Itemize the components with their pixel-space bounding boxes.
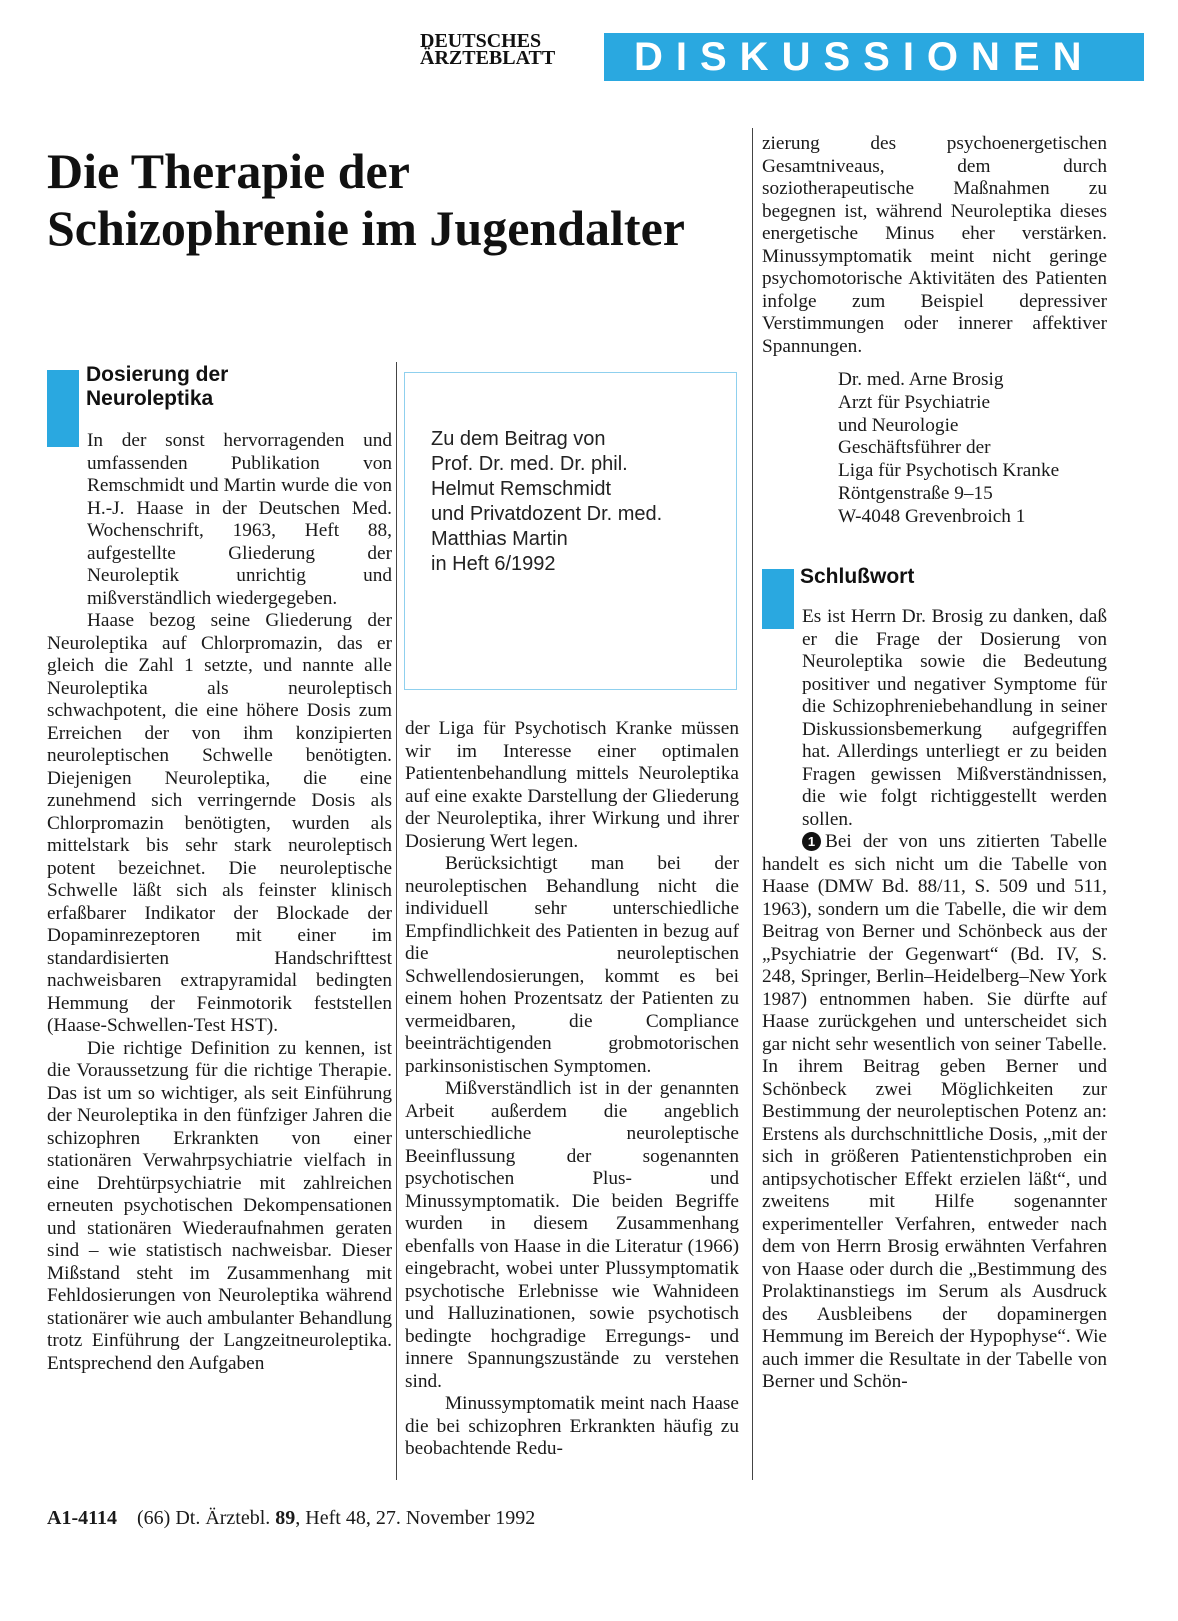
- column-1: [47, 430, 392, 1375]
- reference-box: [404, 372, 737, 690]
- section-banner: DISKUSSIONEN: [604, 33, 1144, 81]
- paragraph: Die richtige Definition zu kennen, ist die Voraussetzung für die richtige Therapie. Das ist um so wichtiger, als seit Einführung der Neuroleptika in den fünfziger Jahren die schizophren Erkrankten von einer stationären Verwahrpsychiatrie vielfach in eine Drehtürpsychiatrie mit zahlreichen erneuten psychotischen Dekompensationen und stationären Wiederaufnahmen geraten sind – wie statistisch nachweisbar. Dieser Mißstand steht im Zusammenhang mit Fehldosierungen von Neuroleptika während stationärer wie auch ambulanter Behandlung trotz Einführung der Langzeitneuroleptika. Entsprechend den Aufgaben: [47, 1037, 392, 1374]
- letter-heading: Dosierung der Neuroleptika: [86, 363, 229, 410]
- column-rule: [396, 362, 397, 1480]
- signature-block: [838, 369, 1059, 529]
- paragraph: In der sonst hervorragenden und umfassenden Publikation von Remschmidt und Martin wurde die von H.-J. Haase in der Deutschen Med. Wochenschrift, 1963, Heft 88, aufgestellte Gliederung der Neuroleptik unrichtig und mißverständlich wiedergegeben.: [87, 430, 392, 609]
- paragraph: Minussymptomatik meint nach Haase die bei schizophren Erkrankten häufig zu beobachtende Redu-: [405, 1393, 739, 1459]
- signature-line: Geschäftsführer der: [838, 437, 991, 459]
- column-3: [762, 133, 1107, 358]
- masthead-line2: ÄRZTEBLATT: [420, 47, 556, 69]
- column-rule: [752, 128, 753, 1480]
- number-bullet-icon: 1: [802, 832, 821, 851]
- column-2: [405, 718, 739, 1461]
- paragraph: Haase bezog seine Gliederung der Neuroleptika auf Chlorpromazin, das er gleich die Zahl 1 setzte, und nannte alle Neuroleptika als neuroleptisch schwachpotent, die eine höhere Dosis zum Erreichen der von ihm konzipierten neuroleptischen Schwelle benötigten. Diejenigen Neuroleptika, die eine zunehmend sich verringernde Dosis als Chlorpromazin benötigten, wurden als mittelstark bis sehr stark neuroleptisch potent bezeichnet. Die neuroleptische Schwelle läßt sich als feinster klinisch erfaßbarer Indikator der Blockade der Dopaminrezeptoren mit einer im standardisierten Handschrifttest nachweisbaren extrapyramidal bedingten Hemmung der Feinmotorik feststellen (Haase-Schwellen-Test HST).: [47, 610, 392, 1036]
- masthead-line1: DEUTSCHES: [420, 30, 542, 52]
- page-number: (66) Dt. Ärztebl.: [137, 1507, 271, 1529]
- masthead: [420, 30, 556, 69]
- reference-line: in Heft 6/1992: [431, 553, 556, 575]
- volume: 89: [275, 1507, 296, 1529]
- paragraph: Mißverständlich ist in der genannten Arbeit außerdem die angeblich unterschiedliche neuroleptische Beeinflussung der sogenannten psychotischen Plus- und Minussymptomatik. Die beiden Begriffe wurden in diesem Zusammenhang ebenfalls von Haase in die Literatur (1966) eingebracht, wobei unter Plussymptomatik psychotische Erlebnisse wie Wahnideen und Halluzinationen, sowie psychotisch bedingte hochgradige Erregungs- und innere Spannungszustände zu verstehen sind.: [405, 1078, 739, 1392]
- paragraph: Es ist Herrn Dr. Brosig zu danken, daß er die Frage der Dosierung von Neuroleptika sowie die Bedeutung positiver und negativer Symptome für die Schizophreniebehandlung in seiner Diskussionsbemerkung aufgegriffen hat. Allerdings unterliegt er zu beiden Fragen gewissen Mißverständnissen, die wie folgt richtiggestellt werden sollen.: [802, 606, 1107, 830]
- signature-line: Liga für Psychotisch Kranke: [838, 460, 1060, 482]
- reply-heading: Schlußwort: [800, 565, 915, 588]
- signature-line: Röntgenstraße 9–15: [838, 482, 993, 504]
- paragraph: der Liga für Psychotisch Kranke müssen wir im Interesse einer optimalen Patientenbehandlung mittels Neuroleptika auf eine exakte Darstellung der Gliederung der Neuroleptika, ihrer Wirkung und ihrer Dosierung Wert legen.: [405, 718, 739, 852]
- reference-line: Helmut Remschmidt: [431, 478, 612, 500]
- signature-line: Dr. med. Arne Brosig: [838, 369, 1004, 390]
- signature-line: Arzt für Psychiatrie: [838, 391, 991, 413]
- paragraph-text: Bei der von uns zitierten Tabelle handelt es sich nicht um die Tabelle von Haase (DMW Bd. 88/11, S. 509 und 511, 1963), sondern um die Tabelle, die wir dem Beitrag von Berner und Schönbeck aus der „Psychiatrie der Gegenwart“ (Bd. IV, S. 248, Springer, Berlin–Heidelberg–New York 1987) entnommen haben. Sie dürfte auf Haase zurückgehen und unterscheidet sich gar nicht sehr wesentlich von seiner Tabelle. In ihrem Beitrag geben Berner und Schönbeck zwei Möglichkeiten zur Bestimmung der neuroleptischen Potenz an: Erstens als durchschnittliche Dosis, „mit der sich in größeren Patientenstichproben ein antipsychotischer Effekt erzielen läßt“, und zweitens mit Hilfe sogenannter experimenteller Verfahren, entweder nach dem von Herrn Brosig erwähnten Verfahren von Haase oder durch die „Bestimmung des Prolaktinanstiegs im Serum als Ausdruck des Ausbleibens der dopaminergen Hemmung im Bereich der Hypophyse“. Wie auch immer die Resultate in der Tabelle von Berner und Schön-: [762, 831, 1107, 1392]
- reference-text: [431, 427, 731, 577]
- page-footer: [47, 1506, 535, 1530]
- signature-line: W-4048 Grevenbroich 1: [838, 505, 1026, 527]
- reference-line: Prof. Dr. med. Dr. phil.: [431, 453, 628, 475]
- paragraph: Berücksichtigt man bei der neuroleptischen Behandlung nicht die individuell sehr unterschiedliche Empfindlichkeit des Patienten in bezug auf die neuroleptischen Schwellendosierungen, kommt es bei einem hohen Prozentsatz der Patienten zu vermeidbaren, die Compliance beeinträchtigenden grobmotorischen parkinsonistischen Symptomen.: [405, 853, 739, 1077]
- article-title: Die Therapie der Schizophrenie im Jugendalter: [47, 143, 685, 256]
- issue-date: , Heft 48, 27. November 1992: [295, 1507, 536, 1529]
- page-code: A1-4114: [47, 1507, 117, 1529]
- reference-line: Matthias Martin: [431, 528, 568, 550]
- paragraph: zierung des psychoenergetischen Gesamtniveaus, dem durch soziotherapeutische Maßnahmen zu begegnen ist, während Neuroleptika dieses energetische Minus eher verstärken. Minussymptomatik meint nicht geringe psychomotorische Aktivitäten des Patienten infolge zum Beispiel depressiver Verstimmungen oder innerer affektiver Spannungen.: [762, 133, 1107, 357]
- reference-line: und Privatdozent Dr. med.: [431, 503, 663, 525]
- reference-line: Zu dem Beitrag von: [431, 428, 606, 450]
- reply-column: [762, 606, 1107, 1394]
- numbered-paragraph: [762, 831, 1107, 1394]
- signature-line: und Neurologie: [838, 414, 959, 436]
